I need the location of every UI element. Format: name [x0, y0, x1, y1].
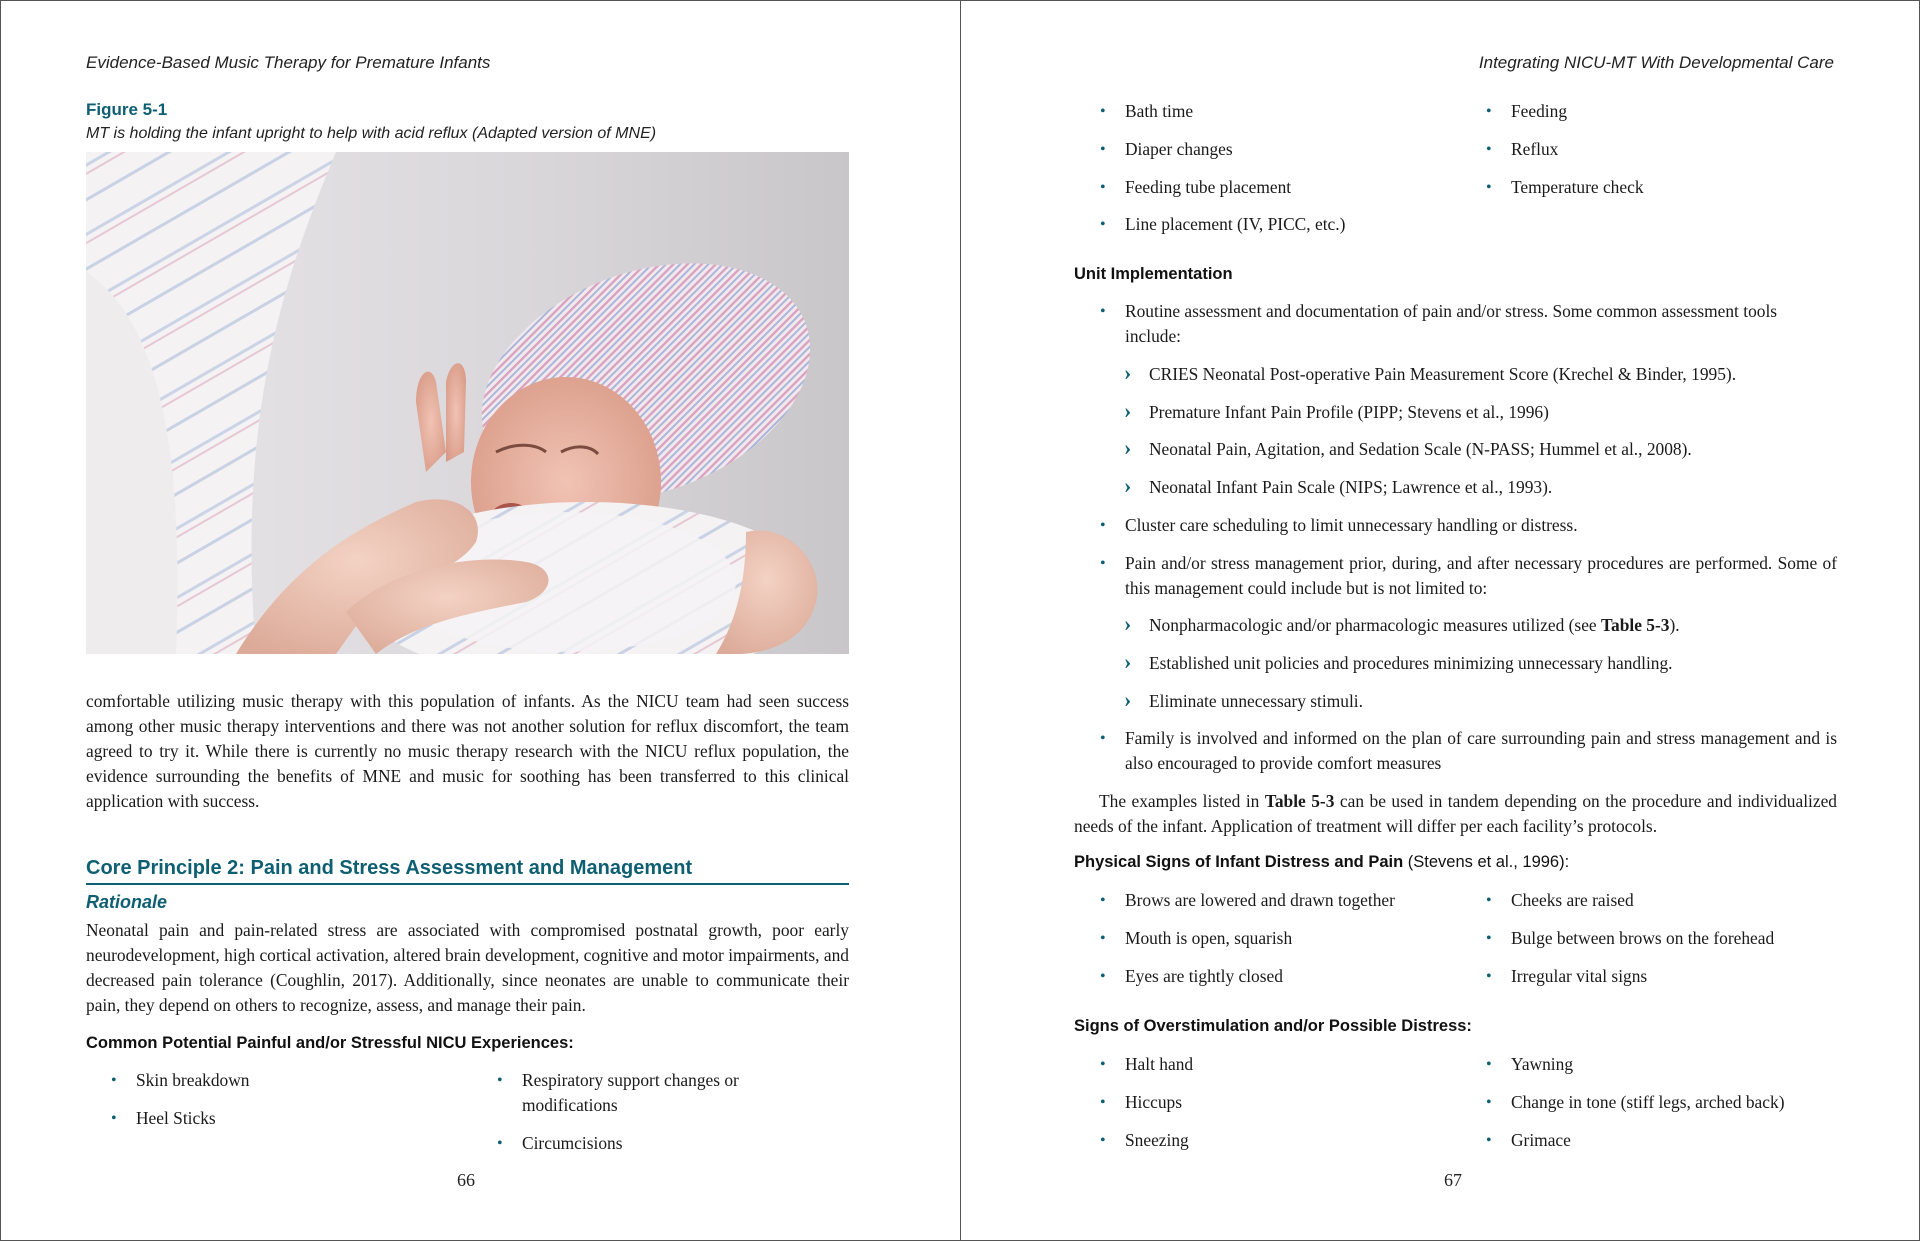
list-item: • Yawning — [1511, 1052, 1841, 1077]
list-item: • Cheeks are raised — [1511, 888, 1841, 913]
list-item: • Skin breakdown — [136, 1068, 436, 1093]
measure-item: › Eliminate unnecessary stimuli. — [1149, 689, 1837, 714]
list-item: • Grimace — [1511, 1128, 1841, 1153]
physical-signs-citation: (Stevens et al., 1996): — [1403, 853, 1570, 871]
paragraph-2: Neonatal pain and pain-related stress are associated with compromised postnatal growth, poor early neurodevelopment, high cortical activation, altered brain development, cognitive and motor impairments, and decreased pain tolerance (Coughlin, 2017). Additionally, since neonates are unable to communicate their pain, they depend on others to recognize, assess, and manage their pain. — [86, 920, 849, 1015]
table-reference[interactable]: Table 5-3 — [1264, 791, 1335, 811]
physical-signs-title: Physical Signs of Infant Distress and Pain — [1074, 853, 1404, 871]
list-item: • Sneezing — [1125, 1128, 1455, 1153]
unit-item-4: • Family is involved and informed on the plan of care surrounding pain and stress management and is also encouraged to provide comfort measures — [1125, 726, 1837, 776]
subsection-title: Rationale — [86, 892, 168, 912]
list-item: • Heel Sticks — [136, 1106, 436, 1131]
list-item: • Hiccups — [1125, 1090, 1455, 1115]
examples-paragraph — [1074, 789, 1837, 839]
unit-item-3: • Pain and/or stress management prior, during, and after necessary procedures are performed. Some of this management could include but is not limited to: — [1125, 551, 1837, 601]
list-item: • Circumcisions — [522, 1131, 812, 1156]
list-item: • Bath time — [1125, 99, 1455, 124]
section-title: Core Principle 2: Pain and Stress Assessment and Management — [86, 857, 849, 885]
tool-item: › Neonatal Pain, Agitation, and Sedation Scale (N-PASS; Hummel et al., 2008). — [1149, 437, 1837, 462]
list-item: • Respiratory support changes or modifications — [522, 1068, 812, 1118]
overstimulation-heading: Signs of Overstimulation and/or Possible Distress: — [1074, 1017, 1472, 1035]
unit-implementation-heading: Unit Implementation — [1074, 265, 1233, 283]
unit-item-1: • Routine assessment and documentation of pain and/or stress. Some common assessment tools include: — [1125, 299, 1837, 349]
list-item: • Reflux — [1511, 137, 1811, 162]
measure-item — [1149, 613, 1837, 638]
examples-text-end: can be used in tandem depending on the procedure and individualized needs of the infant. Application of treatment will differ per each facility’s protocols. — [1074, 791, 1838, 836]
tool-item: › CRIES Neonatal Post-operative Pain Measurement Score (Krechel & Binder, 1995). — [1149, 362, 1837, 387]
list-item: • Eyes are tightly closed — [1125, 964, 1455, 989]
physical-signs-heading — [1074, 853, 1569, 872]
figure-label: Figure 5-1 — [86, 100, 168, 119]
table-reference[interactable]: Table 5-3 — [1601, 615, 1670, 635]
list-item: • Diaper changes — [1125, 137, 1455, 162]
tool-item: › Premature Infant Pain Profile (PIPP; Stevens et al., 1996) — [1149, 400, 1837, 425]
measure-item: › Established unit policies and procedures minimizing unnecessary handling. — [1149, 651, 1837, 676]
figure-caption: MT is holding the infant upright to help with acid reflux (Adapted version of MNE) — [86, 125, 657, 142]
list-item: • Bulge between brows on the forehead — [1511, 926, 1841, 951]
unit-item-2: • Cluster care scheduling to limit unnecessary handling or distress. — [1125, 513, 1837, 538]
page-number-right: 67 — [1444, 1170, 1462, 1190]
paragraph-1: comfortable utilizing music therapy with this population of infants. As the NICU team had seen success among other music therapy interventions and there was not another solution for reflux discomfort, the team agreed to try it. While there is currently no music therapy research with the NICU reflux population, the evidence surrounding the benefits of MNE and music for soothing has been transferred to this clinical application with success. — [86, 691, 849, 811]
list-item: • Line placement (IV, PICC, etc.) — [1125, 212, 1455, 237]
list-item: • Irregular vital signs — [1511, 964, 1841, 989]
list-item: • Change in tone (stiff legs, arched back) — [1511, 1090, 1841, 1115]
experiences-heading: Common Potential Painful and/or Stressful NICU Experiences: — [86, 1034, 574, 1052]
list-item: • Feeding tube placement — [1125, 175, 1455, 200]
page-number-left: 66 — [457, 1170, 475, 1190]
tool-item: › Neonatal Infant Pain Scale (NIPS; Lawrence et al., 1993). — [1149, 475, 1837, 500]
list-item: • Mouth is open, squarish — [1125, 926, 1455, 951]
measure-text-end: ). — [1669, 615, 1680, 635]
infant-photo — [86, 152, 849, 654]
examples-text: The examples listed in — [1099, 791, 1265, 811]
list-item: • Feeding — [1511, 99, 1811, 124]
running-head-left: Evidence-Based Music Therapy for Premature Infants — [86, 53, 491, 72]
list-item: • Halt hand — [1125, 1052, 1455, 1077]
list-item: • Brows are lowered and drawn together — [1125, 888, 1455, 913]
running-head-right: Integrating NICU-MT With Developmental Care — [1478, 53, 1834, 72]
measure-text: Nonpharmacologic and/or pharmacologic measures utilized (see — [1149, 615, 1601, 635]
list-item: • Temperature check — [1511, 175, 1811, 200]
right-page — [960, 0, 1920, 1241]
